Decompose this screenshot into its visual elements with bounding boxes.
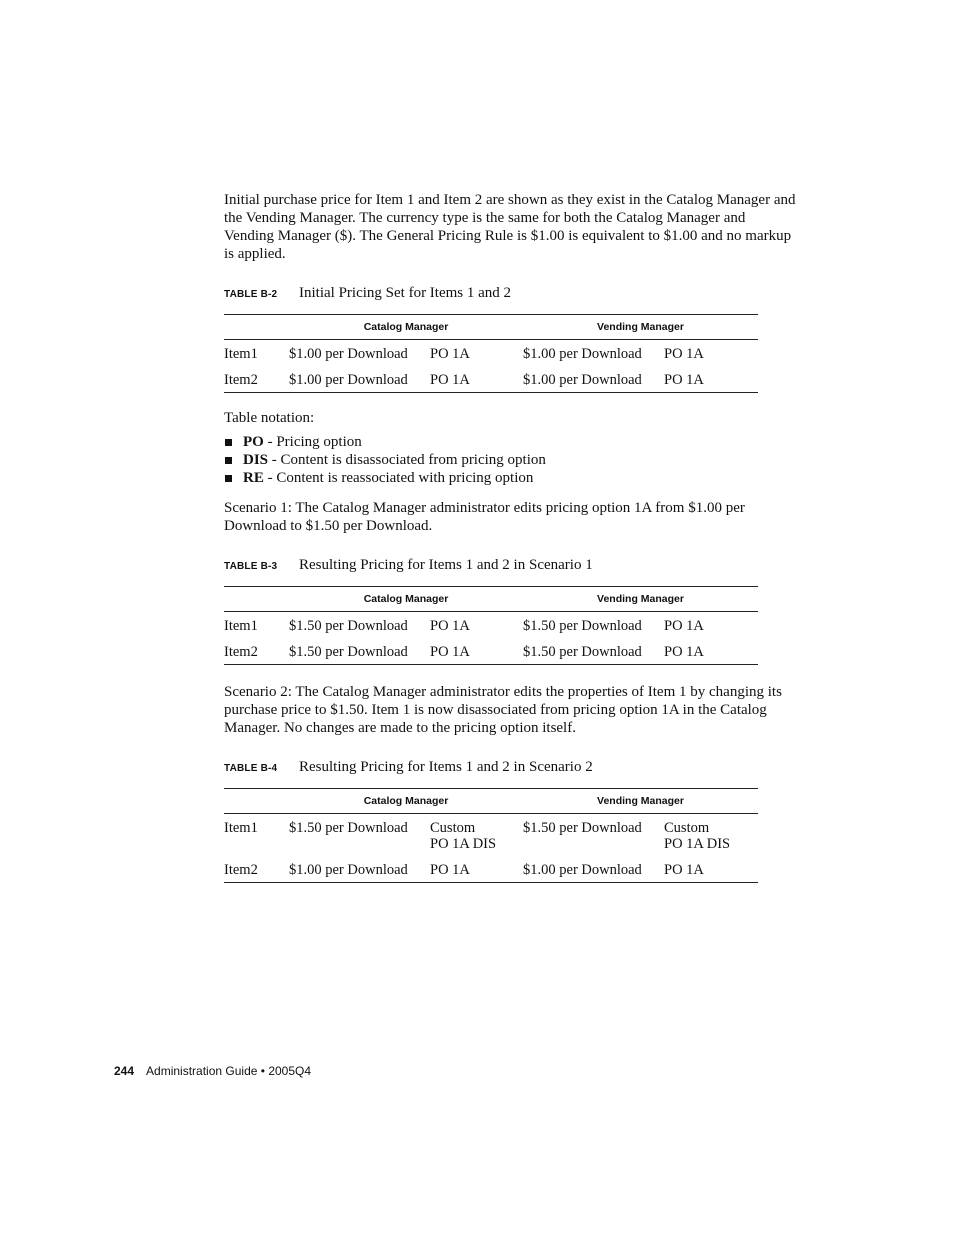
bullet-icon bbox=[225, 439, 232, 446]
table-row bbox=[224, 639, 758, 665]
notation-term: PO bbox=[243, 434, 264, 450]
header-blank bbox=[224, 315, 289, 340]
table-row bbox=[224, 340, 758, 368]
notation-term: DIS bbox=[243, 452, 269, 468]
option-line: Custom bbox=[664, 820, 710, 836]
catalog-price-cell: $1.00 per Download bbox=[289, 857, 430, 883]
table-label: TABLE B-3 bbox=[224, 561, 278, 572]
doc-title: Administration Guide bbox=[146, 1064, 258, 1078]
vending-option-cell: PO 1A bbox=[664, 639, 758, 665]
catalog-price-cell: $1.00 per Download bbox=[289, 367, 430, 393]
table-title: Resulting Pricing for Items 1 and 2 in Scenario 1 bbox=[299, 557, 593, 573]
header-vending-manager: Vending Manager bbox=[523, 315, 758, 340]
header-catalog-manager: Catalog Manager bbox=[289, 587, 523, 612]
option-line: PO 1A DIS bbox=[430, 836, 497, 852]
catalog-option-cell: PO 1A bbox=[430, 639, 523, 665]
catalog-price-cell: $1.50 per Download bbox=[289, 639, 430, 665]
pricing-table-b3 bbox=[224, 586, 758, 665]
pricing-table-b4 bbox=[224, 788, 758, 883]
vending-price-cell: $1.00 per Download bbox=[523, 367, 664, 393]
table-title: Resulting Pricing for Items 1 and 2 in Scenario 2 bbox=[299, 759, 593, 775]
notation-desc: - Content is disassociated from pricing option bbox=[268, 452, 546, 468]
notation-heading: Table notation: bbox=[224, 410, 315, 426]
pricing-table-b2 bbox=[224, 314, 758, 393]
vending-option-cell: PO 1A bbox=[664, 618, 704, 634]
option-line: Custom bbox=[430, 820, 476, 836]
page-footer bbox=[114, 1064, 311, 1078]
option-line: PO 1A DIS bbox=[664, 836, 731, 852]
catalog-option-cell bbox=[430, 814, 523, 858]
page-number: 244 bbox=[114, 1064, 135, 1078]
vending-price-cell: $1.00 per Download bbox=[523, 346, 642, 362]
vending-price-cell: $1.00 per Download bbox=[523, 857, 664, 883]
notation-term: RE bbox=[243, 470, 264, 486]
vending-option-cell: PO 1A bbox=[664, 857, 758, 883]
list-item bbox=[224, 469, 798, 487]
item-cell: Item1 bbox=[224, 346, 258, 362]
table-b3-caption bbox=[224, 556, 798, 576]
vending-option-cell bbox=[664, 814, 758, 858]
item-cell: Item2 bbox=[224, 857, 289, 883]
notation-desc: - Content is reassociated with pricing option bbox=[263, 470, 534, 486]
table-row bbox=[224, 612, 758, 640]
table-label: TABLE B-4 bbox=[224, 763, 278, 774]
notation-list bbox=[224, 433, 798, 487]
table-b2-caption bbox=[224, 284, 798, 304]
header-catalog-manager: Catalog Manager bbox=[289, 315, 523, 340]
header-blank bbox=[224, 587, 289, 612]
vending-option-cell: PO 1A bbox=[664, 346, 704, 362]
catalog-price-cell: $1.50 per Download bbox=[289, 820, 408, 836]
table-label: TABLE B-2 bbox=[224, 289, 278, 300]
vending-price-cell: $1.50 per Download bbox=[523, 639, 664, 665]
catalog-option-cell: PO 1A bbox=[430, 618, 470, 634]
scenario2-paragraph: Scenario 2: The Catalog Manager administrator edits the properties of Item 1 by changing its purchase price to $1.50. Item 1 is now disassociated from pricing option 1A in the Catalog Manager. No changes are made to the pricing option itself. bbox=[224, 684, 782, 736]
footer-separator: • bbox=[260, 1064, 265, 1078]
catalog-option-cell: PO 1A bbox=[430, 367, 523, 393]
table-row bbox=[224, 367, 758, 393]
header-catalog-manager: Catalog Manager bbox=[289, 789, 523, 814]
table-row bbox=[224, 857, 758, 883]
item-cell: Item2 bbox=[224, 367, 289, 393]
header-vending-manager: Vending Manager bbox=[523, 587, 758, 612]
header-blank bbox=[224, 789, 289, 814]
notation-desc: - Pricing option bbox=[263, 434, 362, 450]
catalog-price-cell: $1.00 per Download bbox=[289, 346, 408, 362]
vending-price-cell: $1.50 per Download bbox=[523, 618, 642, 634]
item-cell: Item1 bbox=[224, 820, 258, 836]
bullet-icon bbox=[225, 475, 232, 482]
item-cell: Item2 bbox=[224, 639, 289, 665]
item-cell: Item1 bbox=[224, 618, 258, 634]
table-row bbox=[224, 814, 758, 858]
table-b4-caption bbox=[224, 758, 798, 778]
header-vending-manager: Vending Manager bbox=[523, 789, 758, 814]
doc-version: 2005Q4 bbox=[268, 1064, 312, 1078]
list-item bbox=[224, 451, 798, 469]
catalog-option-cell: PO 1A bbox=[430, 346, 470, 362]
table-title: Initial Pricing Set for Items 1 and 2 bbox=[299, 285, 512, 301]
scenario1-paragraph: Scenario 1: The Catalog Manager administrator edits pricing option 1A from $1.00 per Download to $1.50 per Download. bbox=[224, 500, 745, 534]
vending-option-cell: PO 1A bbox=[664, 367, 758, 393]
list-item bbox=[224, 433, 798, 451]
vending-price-cell: $1.50 per Download bbox=[523, 820, 642, 836]
bullet-icon bbox=[225, 457, 232, 464]
page-content bbox=[224, 191, 798, 883]
intro-paragraph: Initial purchase price for Item 1 and Item 2 are shown as they exist in the Catalog Manager and the Vending Manager. The currency type is the same for both the Catalog Manager and Vending Manager ($). The General Pricing Rule is $1.00 is equivalent to $1.00 and no markup is applied. bbox=[224, 192, 796, 262]
catalog-option-cell: PO 1A bbox=[430, 857, 523, 883]
catalog-price-cell: $1.50 per Download bbox=[289, 618, 408, 634]
